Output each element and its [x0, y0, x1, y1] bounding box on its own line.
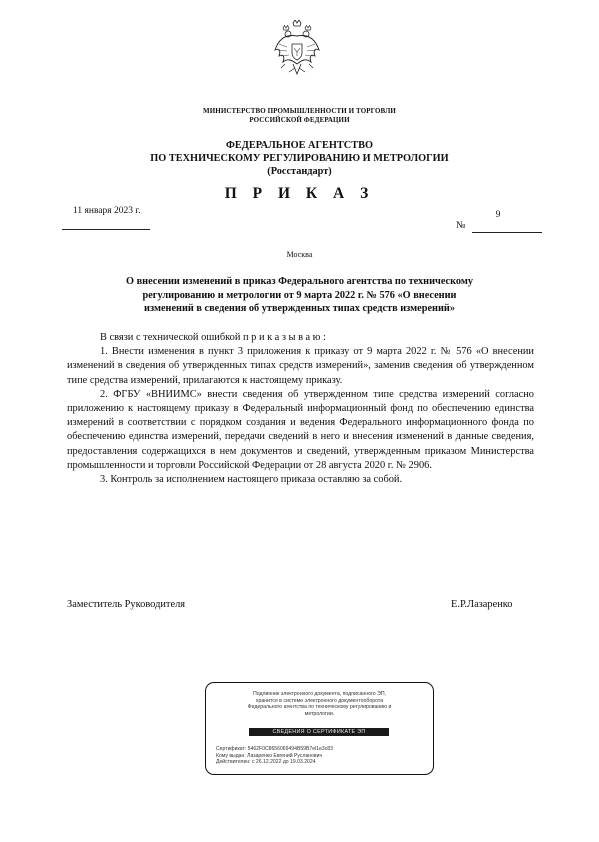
order-body [67, 331, 534, 487]
order-item-3: 3. Контроль за исполнением настоящего приказа оставляю за собой. [100, 474, 403, 486]
esign-notice-line-1: Подлинник электронного документа, подписанного ЭП, [252, 691, 386, 697]
esign-notice-line-4: метрологии. [304, 710, 335, 717]
intro-text: В связи с технической ошибкой [100, 332, 243, 343]
intro-paragraph [67, 331, 534, 345]
esign-owner: Кому выдан: Лазаренко Евгений Русланович [216, 752, 323, 759]
electronic-signature-stamp [205, 682, 434, 775]
number-sign: № [456, 220, 466, 231]
city: Москва [286, 250, 313, 259]
subject-line-3: изменений в сведения об утвержденных типах средств измерений» [144, 303, 455, 314]
signatory-name: Е.Р.Лазаренко [451, 599, 513, 610]
esign-certificate-id: Сертификат: 5462F0C8656069494B59B7el1e3c83 [216, 746, 333, 752]
agency-line-2: ПО ТЕХНИЧЕСКОМУ РЕГУЛИРОВАНИЮ И МЕТРОЛОГИИ [150, 153, 449, 164]
order-item-2: 2. ФГБУ «ВНИИМС» внести сведения об утвержденном типе средства измерений согласно приложению к настоящему приказу в Федеральный информационный фонд по обеспечению единства измерений в соответствии с порядком создания и ведения Федерального информационного фонда по обеспечению единства измерений, передачи сведений в него и внесения изменений в данные сведения, предоставления содержащихся в нем документов и сведений, утвержденным приказом Министерства промышленности и торговли Российской Федерации от 28 августа 2020 г. № 2906. [67, 388, 534, 471]
esign-certificate-details [216, 746, 333, 766]
coat-of-arms-icon [273, 20, 321, 78]
agency-line-3: (Росстандарт) [267, 166, 332, 177]
order-item-1: 1. Внести изменения в пункт 3 приложения к приказу от 9 марта 2022 г. № 576 «О внесении изменений в сведения об утвержденных типах средств измерений», заменив сведения об утвержденном типе средства измерений, прилагаются к настоящему приказу. [67, 346, 534, 386]
order-subject [50, 275, 549, 316]
order-keyword: приказываю: [243, 332, 329, 343]
order-number: 9 [495, 210, 501, 220]
number-underline [472, 232, 542, 233]
esign-notice-line-2: хранится в системе электронного документооборота [255, 697, 384, 704]
agency-heading [0, 139, 599, 178]
document-type-title: П Р И К А З [224, 185, 375, 202]
esign-notice-line-3: Федерального агентства по техническому регулированию и [247, 704, 392, 711]
agency-line-1: ФЕДЕРАЛЬНОЕ АГЕНТСТВО [226, 140, 373, 151]
ministry-line-2: РОССИЙСКОЙ ФЕДЕРАЦИИ [249, 116, 350, 124]
ministry-heading [0, 107, 599, 125]
subject-line-2: регулированию и метрологии от 9 марта 2022 г. № 576 «О внесении [142, 289, 457, 301]
subject-line-1: О внесении изменений в приказ Федерального агентства по техническому [126, 276, 473, 287]
esign-certificate-bar: СВЕДЕНИЯ О СЕРТИФИКАТЕ ЭП [249, 728, 389, 736]
date-underline [62, 229, 150, 230]
ministry-line-1: МИНИСТЕРСТВО ПРОМЫШЛЕННОСТИ И ТОРГОВЛИ [203, 107, 396, 115]
order-date: 11 января 2023 г. [73, 206, 141, 216]
esign-notice [214, 691, 425, 717]
signatory-position: Заместитель Руководителя [67, 599, 186, 610]
esign-validity: Действителен: с 26.12.2022 до 19.03.2024 [216, 759, 316, 765]
